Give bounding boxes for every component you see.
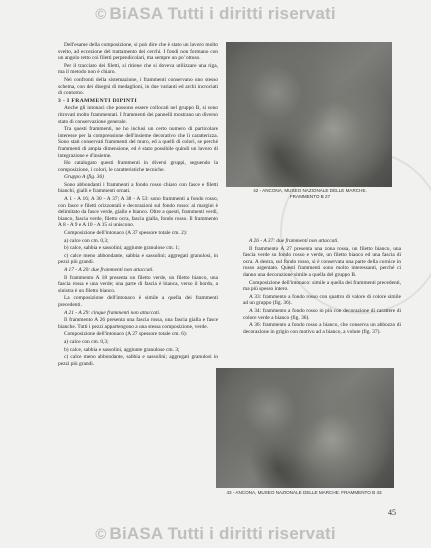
figure-photo-fragment-b43 <box>216 368 394 488</box>
figure-caption: 43 - ANCONA, MUSEO NAZIONALE DELLE MARCHE. FRAMMENTO B 43 <box>226 490 382 495</box>
watermark-text: BiASA Tutti i diritti riservati <box>109 4 336 23</box>
watermark-text: BiASA Tutti i diritti riservati <box>109 524 336 543</box>
figure-photo-fragment-b27 <box>226 42 392 187</box>
paragraph: A 26 - A 37: due frammenti non attaccati. <box>249 238 339 244</box>
paragraph: A 36: frammento a fondo rosso a bianco, che conserva un abbozzo di decorazione in grigio con motivo ad a bianco, a volute (fig. 37). <box>243 322 401 335</box>
left-text-column <box>58 42 218 368</box>
paragraph: Il frammento A 18 presenta un filetto verde, un filetto bianco, una fascia rossa e una verde; una parte di fascia è bianca, verso il bordo, a sinistra è un filetto bianco. <box>58 274 218 294</box>
right-text-column <box>243 238 401 336</box>
group-heading: A 17 - A 20: due frammenti non attaccati. <box>64 267 154 273</box>
paragraph: A 34: frammento a fondo rosso in più con decorazione di carattere di colore verde a bianco (fig. 36). <box>243 307 401 321</box>
paragraph: A 33: frammento a fondo rosso con quattro di valore di colore simile ad un gruppo (fig. 36). <box>243 293 401 307</box>
list-item: a) calce con cm. 0,3; <box>64 237 109 244</box>
section-heading: 3 - I FRAMMENTI DIPINTI <box>58 97 138 104</box>
paragraph: Sono abbondanti i frammenti a fondo rosso chiaro con fasce e filetti bianchi, gialli e frammenti ornati. <box>58 181 218 195</box>
paragraph: Il frammento A 27 presenta una zona rossa, un filetto bianco, una fascia verde su fondo rosso e verde, un filetto bianco ed una fascia di ocra. A destra, sul fondo rosso, si è conservata una parte della cornice in rosso argentato. Questi frammenti sono molto interessanti, perché ci danno una decorazione simile a quella del gruppo B. <box>243 245 401 278</box>
group-heading: A 21 - A 29: cinque frammenti non attaccati. <box>64 309 161 316</box>
list-item: c) calce meno abbondante, sabbia e sassolini; aggregati granulosi in pezzi più grandi. <box>58 354 218 367</box>
paragraph: Tra questi frammenti, ne ho inclusi un certo numero di particolare interesse per la comprensione dell'insieme decorativo che li caratterizza. Sono stati conservati frammenti del muro, ed a quelli di colori, se perché frammenti di ampia dimensione, ed è stato possibile quindi un lavoro di integrazione e d'insieme. <box>58 126 218 159</box>
paragraph: Il frammento A 26 presenta una fascia rossa, una fascia gialla e fasce bianche. Tutti i pezzi appartengono a una stessa composizione, verde. <box>58 317 218 330</box>
paragraph: Composizione dell'intonaco (A 37 spessore totale cm. 2): <box>64 230 188 237</box>
paragraph: A 1 - A 16; A 30 - A 37; A 38 - A 53: sono frammenti a fondo rosso, con fasce e filetti orizzontali e decorazioni sul fondo rosso: ai margini è delimitato da fasce verde, giallo e bianco. Oltre a questi, frammenti verdi, bianco, fascia verde, filetto ocra, fascia gialla, fondo rosso. Il frammento A 8 - A 9 e A 10 - A 15 si uniscono. <box>58 196 218 229</box>
paragraph: Dell'esame della composizione, si può dire che è stato un lavoro molto svelto, ad eccezione del trattamento dei cerchi. I fondi non formano con un angolo retto coi filetti perpendicolari, ma sempre un po' ottuso. <box>58 42 218 62</box>
paragraph: Ho catalogato questi frammenti in diversi gruppi, seguendo la composizione, i colori, le caratteristiche tecniche. <box>58 160 218 173</box>
watermark-bottom <box>0 524 431 544</box>
copyright-icon: © <box>95 6 107 23</box>
copyright-icon: © <box>95 526 107 543</box>
paragraph: Per il tracciato dei filetti, si ritiene che si doveva utilizzare una riga, ma il metodo non è chiaro. <box>58 62 218 76</box>
list-item: b) calce, sabbia e sassolini, aggiunte granulose cm. 3; <box>64 346 180 353</box>
page-number: 45 <box>388 508 396 517</box>
paragraph: Composizione dell'intonaco: simile a quella dei frammenti precedenti, ma più spesso intero. <box>243 279 401 293</box>
paragraph: La composizione dell'intonaco è simile a quella dei frammenti precedenti. <box>58 295 218 308</box>
list-item: c) calce meno abbondante, sabbia e sassolini; aggregati granulosi, in pezzi più grandi. <box>58 252 218 266</box>
paragraph: Nei confronti della sistemazione, i frammenti conservano uno stesso schema, con dei disegni di medaglioni, in due varianti ed archi incrociati di contorno. <box>58 76 218 97</box>
watermark-top <box>0 4 431 24</box>
paragraph: Composizione dell'intonaco (A 27 spessore totale cm. 6): <box>64 331 188 338</box>
paragraph: Anche gli intonaci che possono essere collocati nel gruppo B, si sono ritrovati molto frammentati. I frammenti dei pannelli mostrano un diverso stato di conservazione generale. <box>58 105 218 125</box>
list-item: b) calce, sabbia e sassolini; aggiunte granulose cm. 1; <box>64 245 180 252</box>
figure-caption: 42 - ANCONA, MUSEO NAZIONALE DELLE MARCHE. FRAMMENTO B 27 <box>253 188 367 199</box>
list-item: a) calce con cm. 0,3; <box>64 338 109 345</box>
group-heading: Gruppo A (fig. 36) <box>64 174 104 181</box>
